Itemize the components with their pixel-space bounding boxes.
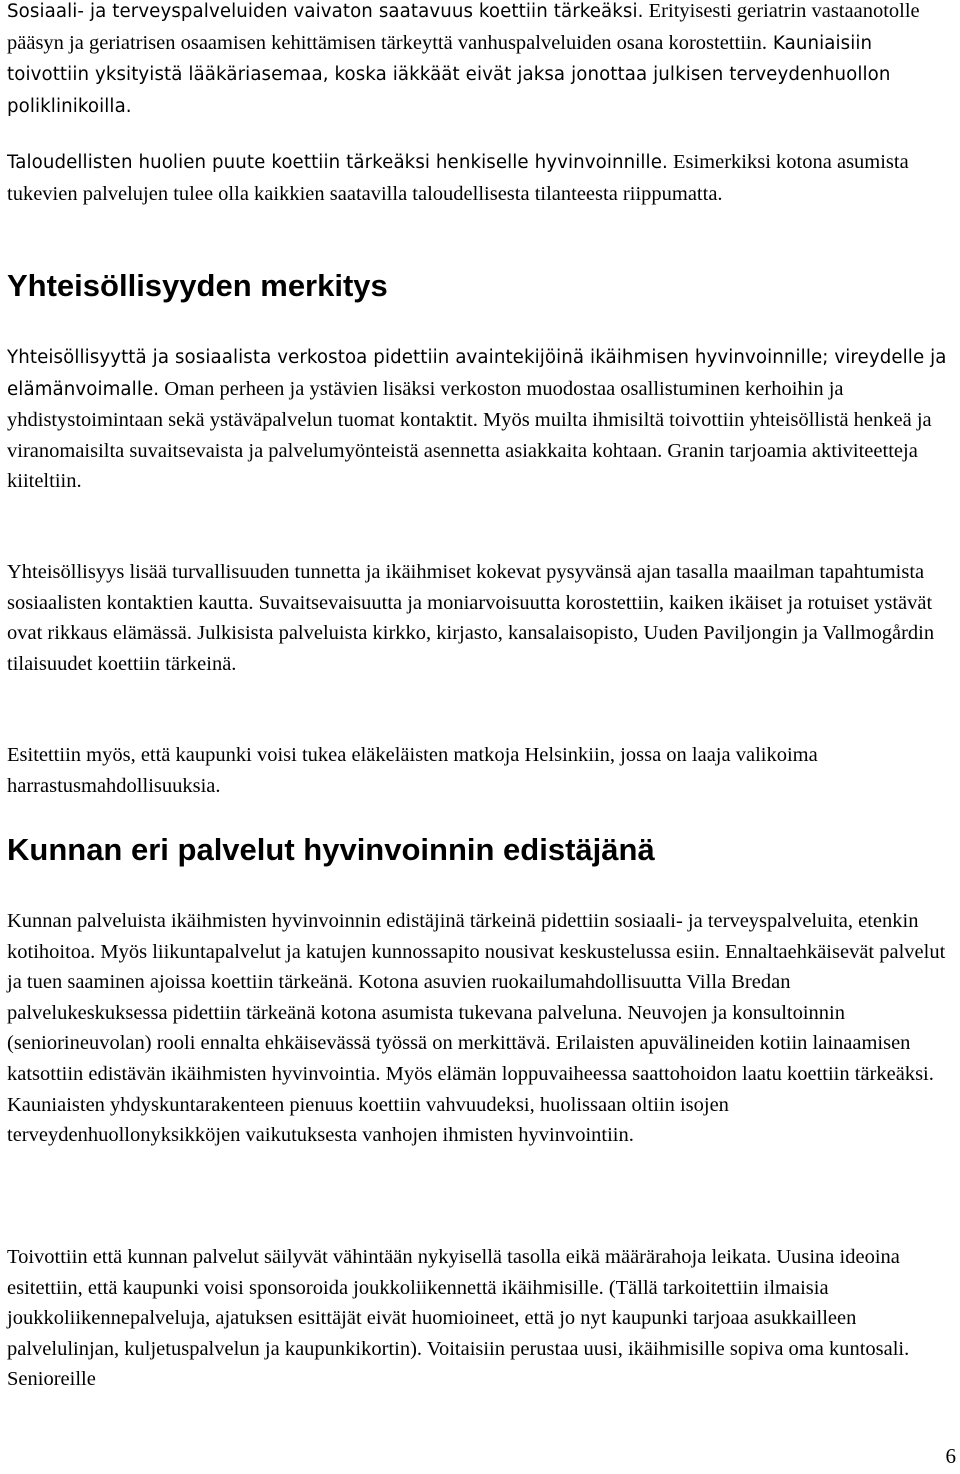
intro-p1-sans-text-2: Kauniaisiin toivottiin yksityistä lääkäriasemaa, koska iäkkäät eivät jaksa jonottaa julkisen terveydenhuollon poliklinikoilla. — [7, 32, 891, 117]
intro-paragraph-1 — [7, 0, 953, 122]
community-p1-serif-text: Oman perheen ja ystävien lisäksi verkoston muodostaa osallistuminen kerhoihin ja yhdistystoimintaan sekä ystäväpalvelun tuomat kontaktit. Myös muilta ihmisiltä toivottiin yhteisöllistä henkeä ja viranomaisilta suvaitsevaista ja palvelumyönteistä asennetta asiakkaita kohtaan. Granin tarjoamia aktiviteetteja kiiteltiin. — [7, 377, 932, 493]
services-paragraph-2: Toivottiin että kunnan palvelut säilyvät vähintään nykyisellä tasolla eikä määrärahoja leikata. Uusina ideoina esitettiin, että kaupunki voisi sponsoroida joukkoliikennettä ikäihmisille. (Tällä tarkoitettiin ilmaisia joukkoliikennepalveluja, ajatuksen esittäjät eivät huomioineet, että jo nyt kaupunki tarjoaa asukkailleen palvelulinjan, kuljetuspalvelun ja kaupunkikortin). Voitaisiin perustaa uusi, ikäihmisille sopiva oma kuntosali. Senioreille — [7, 1246, 910, 1391]
intro-paragraph-2 — [7, 147, 953, 209]
intro-p1-serif-text: Erityisesti geriatrin vastaanotolle pääsyn ja geriatrisen osaamisen kehittämisen tärkeyttä vanhuspalveluiden osana korostettiin. — [7, 0, 920, 54]
community-paragraph-2: Yhteisöllisyys lisää turvallisuuden tunnetta ja ikäihmiset kokevat pysyvänsä ajan tasalla maailman tapahtumista sosiaalisten kontaktien kautta. Suvaitsevaisuutta ja moniarvoisuutta korostettiin, kaiken ikäiset ja rotuiset ystävät ovat rikkaus elämässä. Julkisista palveluista kirkko, kirjasto, kansalaisopisto, Uuden Paviljongin ja Vallmogårdin tilaisuudet koettiin tärkeinä. — [7, 561, 935, 675]
intro-p1-sans-text: Sosiaali- ja terveyspalveluiden vaivaton saatavuus koettiin tärkeäksi. — [7, 1, 644, 22]
section-heading-municipal-services: Kunnan eri palvelut hyvinvoinnin edistäjänä — [7, 832, 655, 867]
community-paragraph-1 — [7, 342, 953, 497]
intro-p2-sans-text: Taloudellisten huolien puute koettiin tärkeäksi henkiselle hyvinvoinnille. — [7, 152, 668, 173]
services-paragraph-1: Kunnan palveluista ikäihmisten hyvinvoinnin edistäjinä tärkeinä pidettiin sosiaali- ja terveyspalveluita, etenkin kotihoitoa. Myös liikuntapalvelut ja katujen kunnossapito nousivat keskustelussa esiin. Ennaltaehkäisevät palvelut ja tuen saaminen ajoissa koettiin tärkeänä. Kotona asuvien ruokailumahdollisuutta Villa Bredan palvelukeskuksessa pidettiin tärkeänä kotona asumista tukevana palveluna. Neuvojen ja konsultoinnin (seniorineuvolan) rooli ennalta ehkäisevässä työssä on merkittävä. Erilaisten apuvälineiden kotiin lainaamisen katsottiin edistävän ikäihmisten hyvinvointia. Myös elämän loppuvaiheessa saattohoidon laatu koettiin tärkeäksi. Kauniaisten yhdyskuntarakenteen pienuus koettiin vahvuudeksi, huolissaan oltiin isojen terveydenhuollonyksikköjen vaikutuksesta vanhojen ihmisten hyvinvointiin. — [7, 910, 946, 1147]
community-p1-sans-text: Yhteisöllisyyttä ja sosiaalista verkostoa pidettiin avaintekijöinä ikäihmisen hyvinvoinnille; vireydelle ja elämänvoimalle. — [7, 347, 947, 400]
section-heading-community: Yhteisöllisyyden merkitys — [7, 268, 388, 303]
intro-p2-serif-text: Esimerkiksi kotona asumista tukevien palvelujen tulee olla kaikkien saatavilla taloudellisesta tilanteesta riippumatta. — [7, 151, 909, 205]
community-paragraph-3: Esitettiin myös, että kaupunki voisi tukea eläkeläisten matkoja Helsinkiin, jossa on laaja valikoima harrastusmahdollisuuksia. — [7, 744, 818, 797]
page-number: 6 — [945, 1444, 956, 1468]
